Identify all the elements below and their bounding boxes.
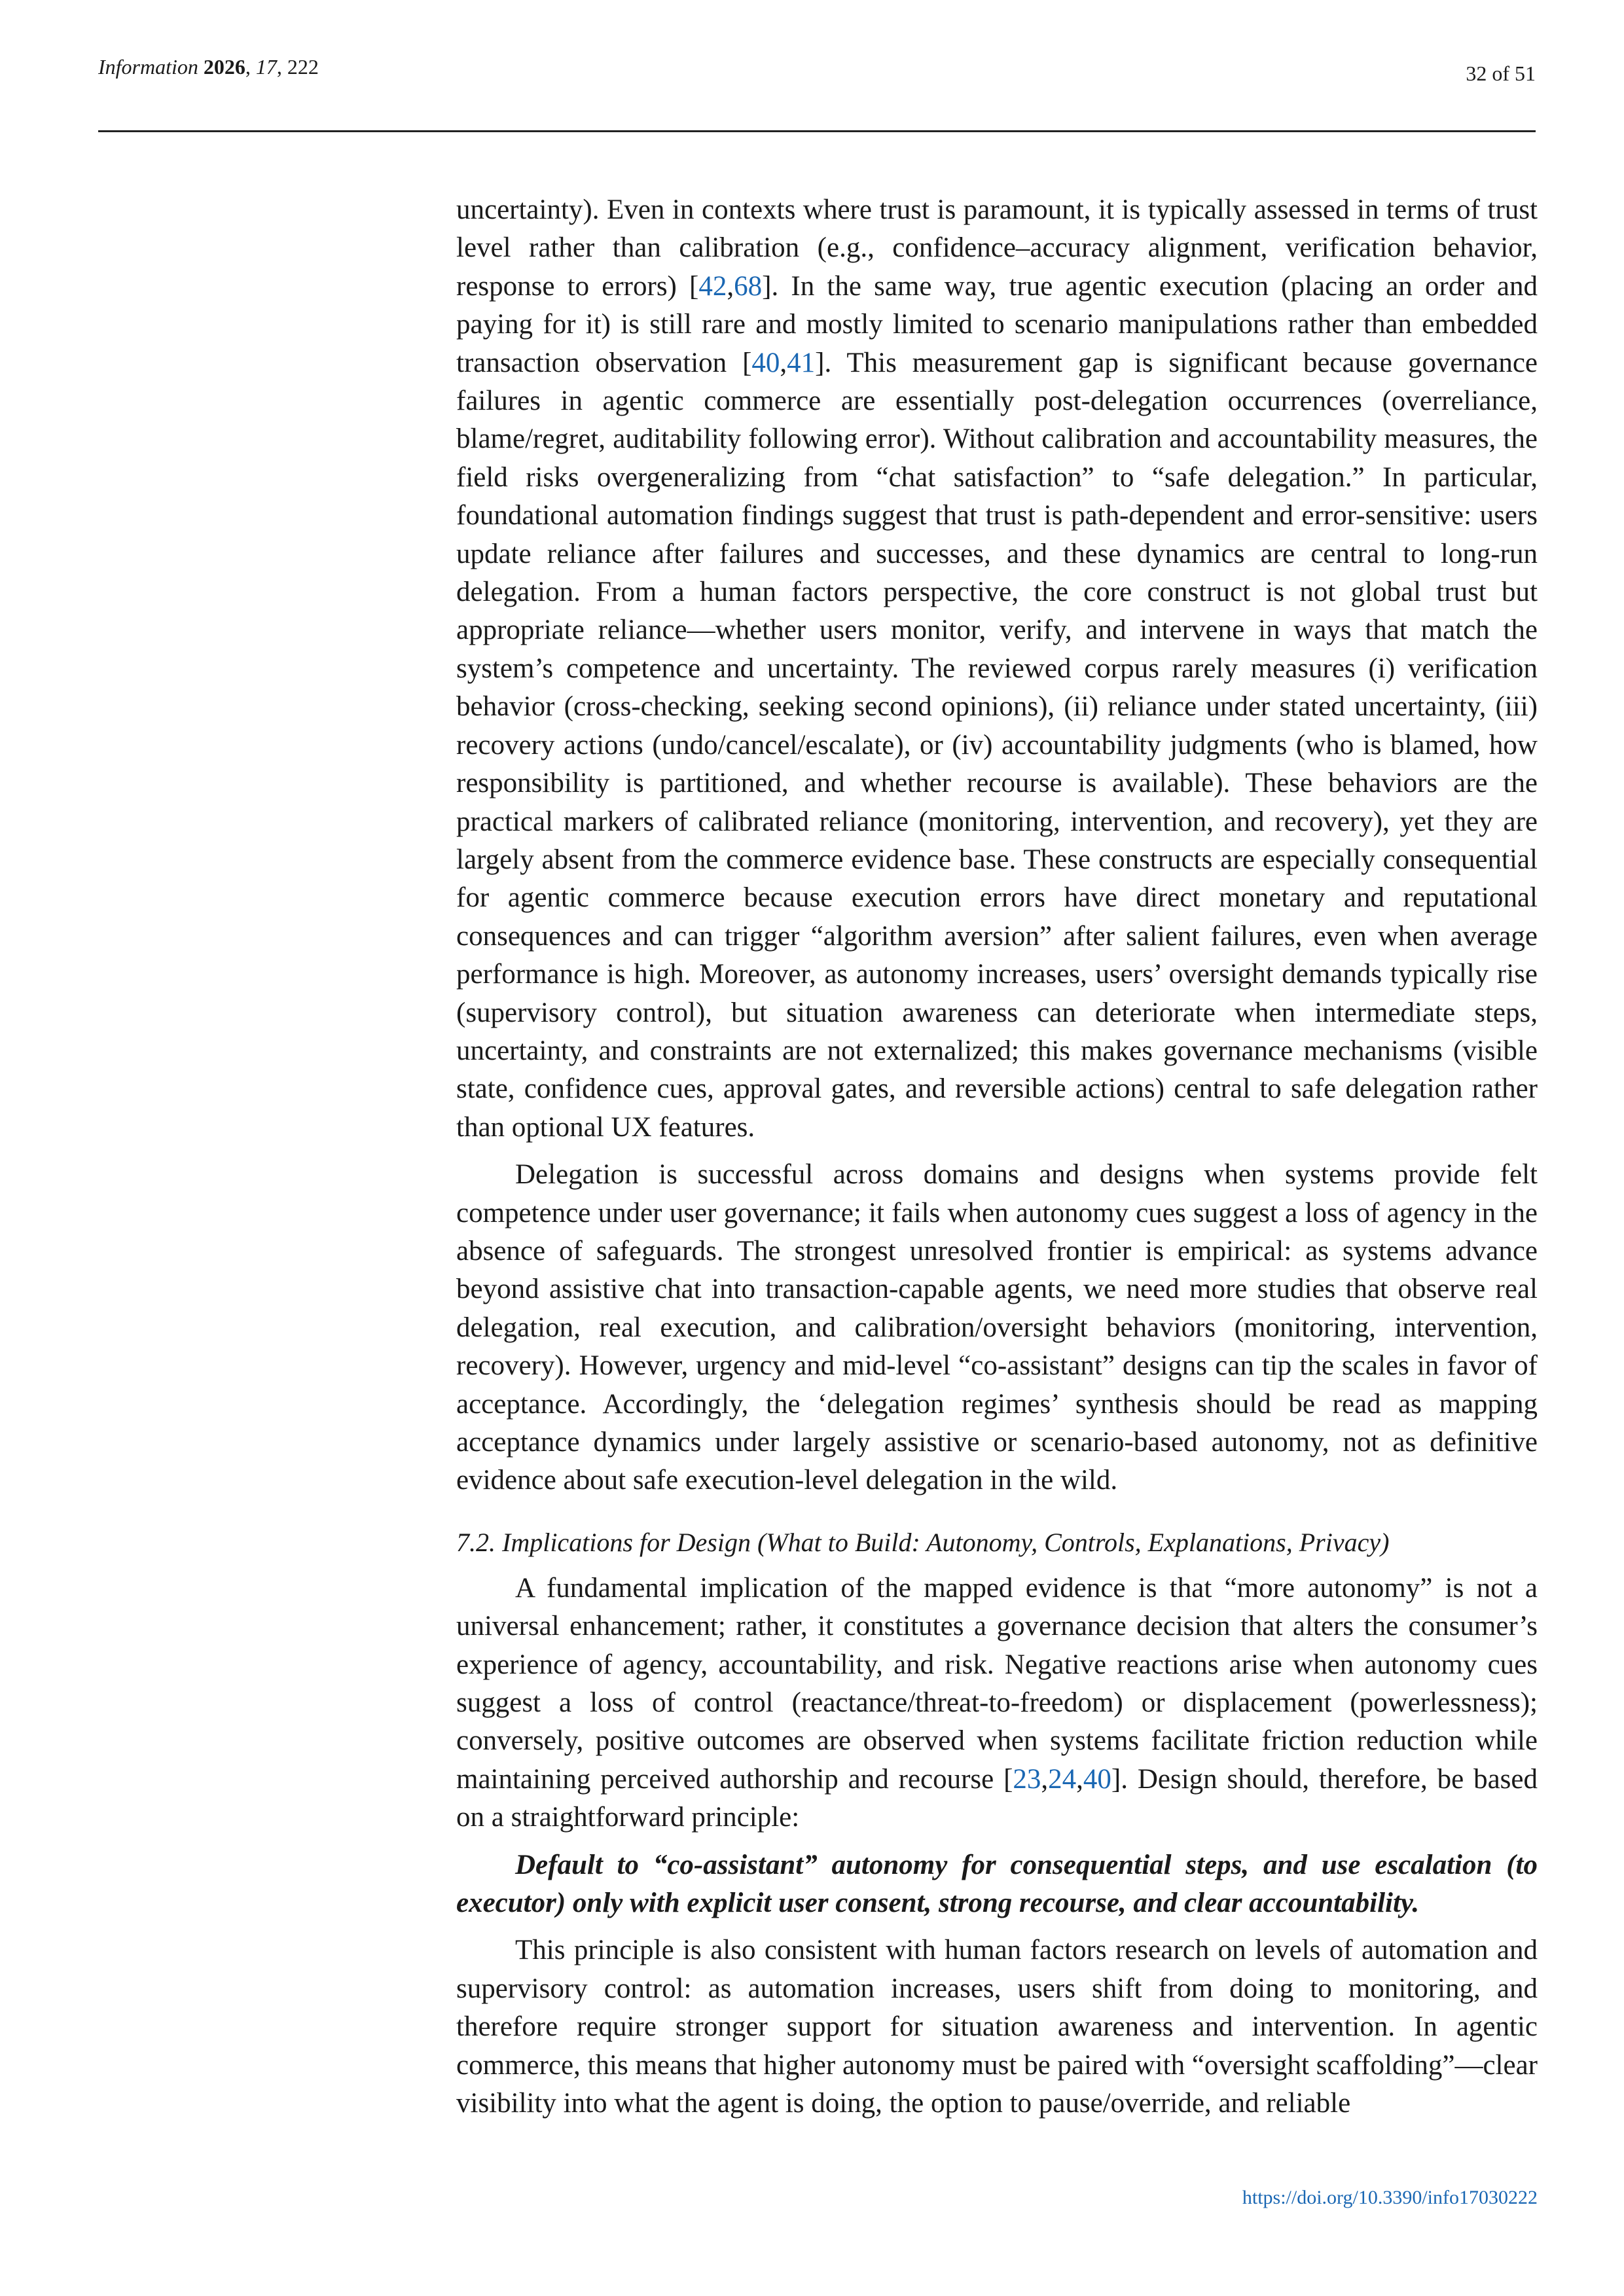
journal-year: 2026 — [203, 55, 245, 79]
paragraph-text: ]. This measurement gap is significant because governance failures in agentic commerce are essentially post-delegation occurrences (overreliance, blame/regret, auditability following error). Without calibration and accountability measures, the field risks overgeneralizing from “chat satisfaction” to “safe delegation.” In particular, foundational automation findings suggest that trust is path-dependent and error-sensitive: users update reliance after failures and successes, and these dynamics are central to long-run delegation. From a human factors perspective, the core construct is not global trust but appropriate reliance—whether users monitor, verify, and intervene in ways that match the system’s competence and uncertainty. The reviewed corpus rarely measures (i) verification behavior (cross-checking, seeking second opinions), (ii) reliance under stated uncertainty, (iii) recovery actions (undo/cancel/escalate), or (iv) accountability judgments (who is blamed, how responsibility is partitioned, and whether recourse is available). These behaviors are the practical markers of calibrated reliance (monitoring, intervention, and recovery), yet they are largely absent from the commerce evidence base. These constructs are especially consequential for agentic commerce because execution errors have direct monetary and reputational consequences and can trigger “algorithm aversion” after salient failures, even when average performance is high. Moreover, as autonomy increases, users’ oversight demands typically rise (supervisory control), but situation awareness can deteriorate when intermediate steps, uncertainty, and constraints are not externalized; this makes governance mechanisms (visible state, confidence cues, approval gates, and reversible actions) central to safe delegation rather than optional UX features. — [456, 347, 1538, 1143]
citation-link[interactable]: 23 — [1013, 1763, 1041, 1795]
citation-link[interactable]: 40 — [1083, 1763, 1111, 1795]
article-body — [456, 191, 1538, 2123]
journal-citation: Information 2026, 17, 222 — [98, 55, 319, 79]
paragraph-3 — [456, 1570, 1538, 1837]
paragraph-1 — [456, 191, 1538, 1147]
citation-link[interactable]: 24 — [1048, 1763, 1077, 1795]
doi-link[interactable]: https://doi.org/10.3390/info17030222 — [1242, 2187, 1538, 2208]
paragraph-4: This principle is also consistent with human factors research on levels of automation and supervisory control: as automation increases, users shift from doing to monitoring, and therefore require stronger support for situation awareness and intervention. In agentic commerce, this means that higher autonomy must be paired with “oversight scaffolding”—clear visibility into what the agent is doing, the option to pause/override, and reliable — [456, 1935, 1538, 2119]
paragraph-text: uncertainty). Even in contexts where trust is paramount, it is typically assessed in terms of trust level rather than calibration (e.g., confidence–accuracy alignment, verification behavior, response to errors) [ — [456, 194, 1538, 302]
paragraph-2: Delegation is successful across domains and designs when systems provide felt competence under user governance; it fails when autonomy cues suggest a loss of agency in the absence of safeguards. The strongest unresolved frontier is empirical: as systems advance beyond assistive chat into transaction-capable agents, we need more studies that observe real delegation, real execution, and calibration/oversight behaviors (monitoring, intervention, recovery). However, urgency and mid-level “co-assistant” designs can tip the scales in favor of acceptance. Accordingly, the ‘delegation regimes’ synthesis should be read as mapping acceptance dynamics under largely assistive or scenario-based autonomy, not as definitive evidence about safe execution-level delegation in the wild. — [456, 1159, 1538, 1496]
citation-link[interactable]: 40 — [751, 347, 780, 378]
citation-link[interactable]: 42 — [698, 270, 727, 302]
page-number: 32 of 51 — [1466, 62, 1536, 85]
design-principle: Default to “co-assistant” autonomy for consequential steps, and use escalation (to executor) only with explicit user consent, strong recourse, and clear accountability. — [456, 1849, 1538, 1919]
section-heading: 7.2. Implications for Design (What to Build: Autonomy, Controls, Explanations, Privacy) — [456, 1527, 1390, 1557]
paragraph-text: A fundamental implication of the mapped evidence is that “more autonomy” is not a universal enhancement; rather, it constitutes a governance decision that alters the consumer’s experience of agency, accountability, and risk. Negative reactions arise when autonomy cues suggest a loss of control (reactance/threat-to-freedom) or displacement (powerlessness); conversely, positive outcomes are observed when systems facilitate friction reduction while maintaining perceived authorship and recourse [ — [456, 1572, 1538, 1795]
citation-separator: , — [780, 347, 787, 378]
citation-link[interactable]: 68 — [734, 270, 763, 302]
citation-separator: , — [727, 270, 734, 302]
journal-volume: 17 — [255, 55, 277, 79]
citation-separator: , — [1041, 1763, 1049, 1795]
paragraph-text: ]. In the same way, true agentic execution (placing an order and paying for it) is still rare and mostly limited to scenario manipulations rather than embedded transaction observation [ — [456, 270, 1538, 378]
page-header — [98, 54, 1536, 132]
citation-separator: , — [1076, 1763, 1083, 1795]
citation-link[interactable]: 41 — [787, 347, 816, 378]
paragraph-text: ]. Design should, therefore, be based on a straightforward principle: — [456, 1763, 1538, 1833]
journal-name: Information — [98, 55, 198, 79]
article-number: 222 — [287, 55, 319, 79]
